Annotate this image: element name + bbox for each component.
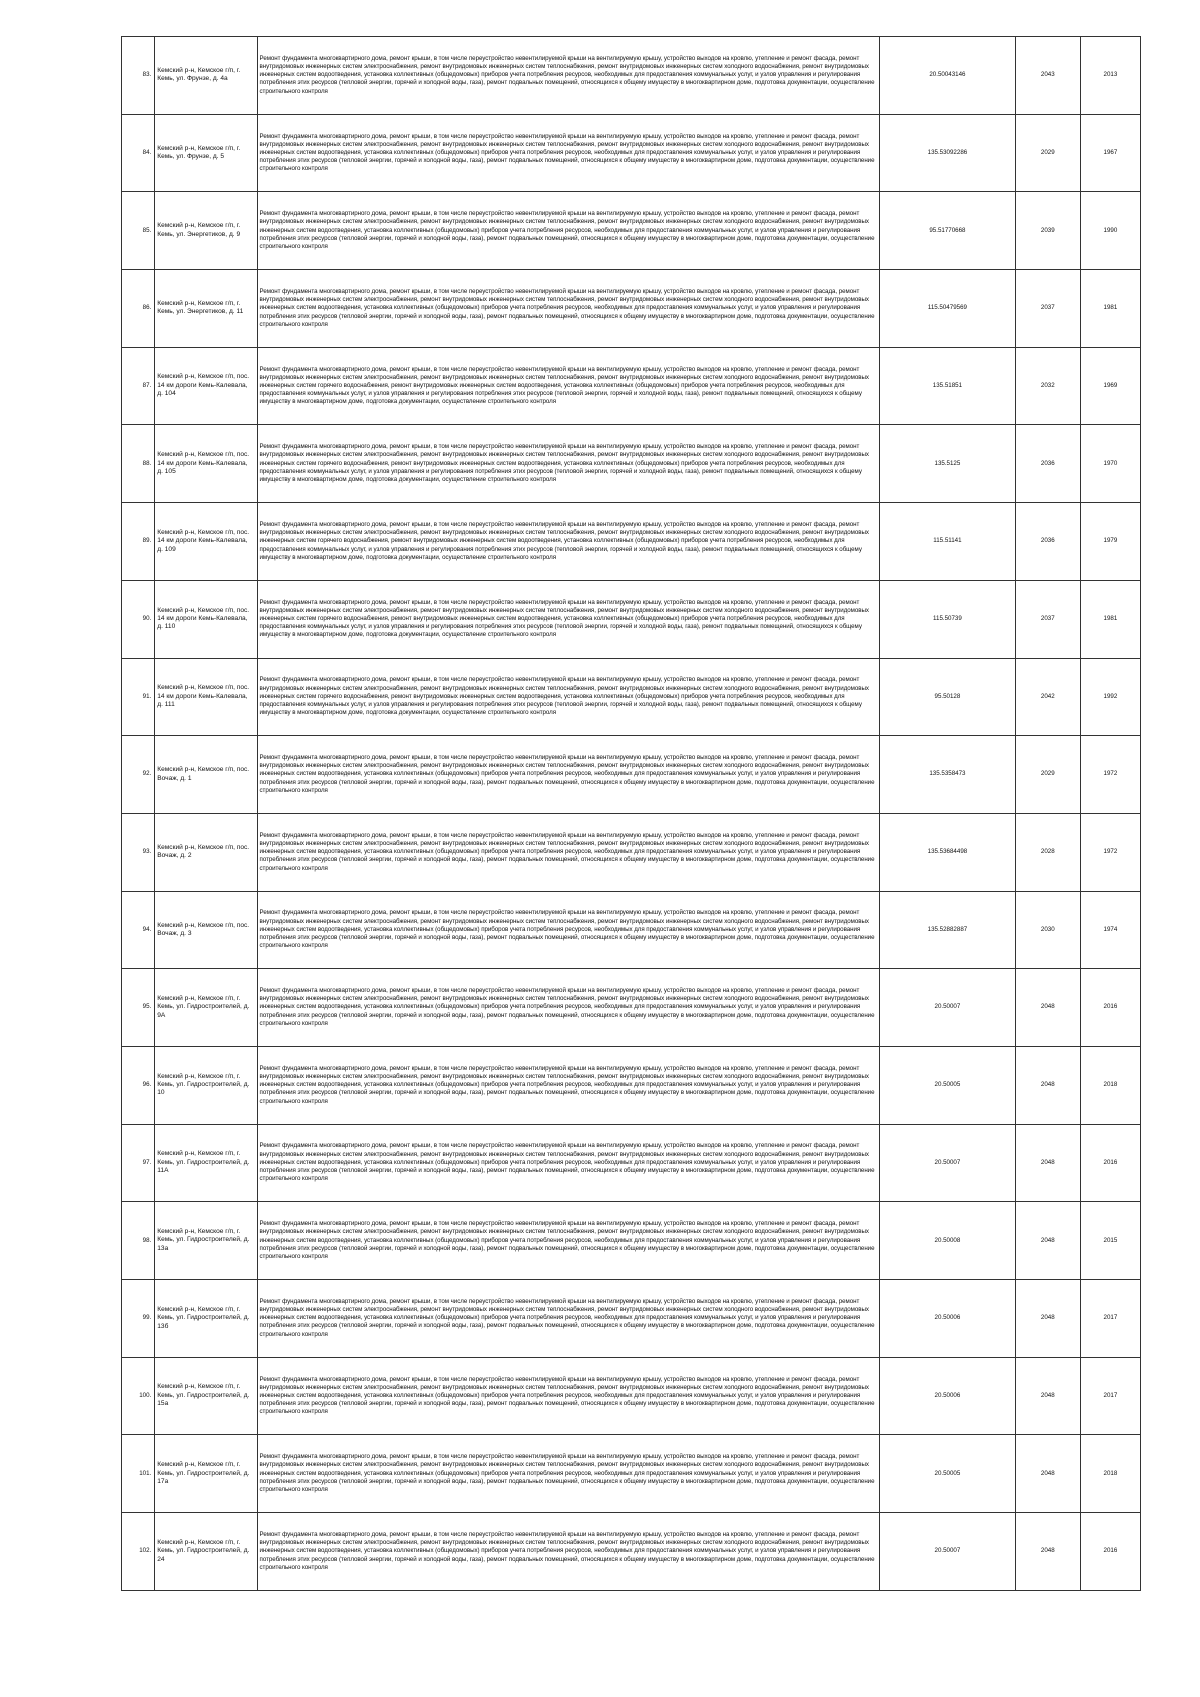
build-year: 2015	[1080, 1202, 1140, 1280]
planned-year: 2048	[1015, 1280, 1080, 1358]
house-address: Кемский р-н, Кемское г/п, г. Кемь, ул. Фрунзе, д. 5	[155, 114, 257, 192]
table-row	[122, 347, 1141, 425]
house-address: Кемский р-н, Кемское г/п, г. Кемь, ул. Гидростроителей, д. 13б	[155, 1280, 257, 1358]
cost-value: 20.50006	[880, 1357, 1016, 1435]
build-year: 2016	[1080, 1513, 1140, 1591]
house-address: Кемский р-н, Кемское г/п, г. Кемь, ул. Гидростроителей, д. 15а	[155, 1357, 257, 1435]
house-address: Кемский р-н, Кемское г/п, г. Кемь, ул. Энергетиков, д. 9	[155, 192, 257, 270]
work-description: Ремонт фундамента многоквартирного дома, ремонт крыши, в том числе переустройство невентилируемой крыши на вентилируемую крышу, устройство выходов на кровлю, утепление и ремонт фасада, ремонт внутридомовых инженерных систем электроснабжения, ремонт внутридомовых инженерных систем теплоснабжения, ремонт внутридомовых инженерных систем холодного водоснабжения, ремонт внутридомовых инженерных систем водоотведения, установка коллективных (общедомовых) приборов учета потребления ресурсов, необходимых для предоставления коммунальных услуг, и узлов управления и регулирования потребления этих ресурсов (тепловой энергии, горячей и холодной воды, газа), ремонт подвальных помещений, относящихся к общему имуществу в многоквартирном доме, подготовка документации, осуществление строительного контроля	[257, 1280, 880, 1358]
work-description: Ремонт фундамента многоквартирного дома, ремонт крыши, в том числе переустройство невентилируемой крыши на вентилируемую крышу, устройство выходов на кровлю, утепление и ремонт фасада, ремонт внутридомовых инженерных систем электроснабжения, ремонт внутридомовых инженерных систем теплоснабжения, ремонт внутридомовых инженерных систем холодного водоснабжения, ремонт внутридомовых инженерных систем водоотведения, установка коллективных (общедомовых) приборов учета потребления ресурсов, необходимых для предоставления коммунальных услуг, и узлов управления и регулирования потребления этих ресурсов (тепловой энергии, горячей и холодной воды, газа), ремонт подвальных помещений, относящихся к общему имуществу в многоквартирном доме, подготовка документации, осуществление строительного контроля	[257, 813, 880, 891]
planned-year: 2043	[1015, 37, 1080, 115]
build-year: 1981	[1080, 270, 1140, 348]
cost-value: 135.53092286	[880, 114, 1016, 192]
cost-value: 135.52882887	[880, 891, 1016, 969]
row-number: 95.	[122, 969, 155, 1047]
table-row	[122, 1280, 1141, 1358]
build-year: 1972	[1080, 813, 1140, 891]
build-year: 2017	[1080, 1280, 1140, 1358]
build-year: 2016	[1080, 1124, 1140, 1202]
work-description: Ремонт фундамента многоквартирного дома, ремонт крыши, в том числе переустройство невентилируемой крыши на вентилируемую крышу, устройство выходов на кровлю, утепление и ремонт фасада, ремонт внутридомовых инженерных систем электроснабжения, ремонт внутридомовых инженерных систем теплоснабжения, ремонт внутридомовых инженерных систем холодного водоснабжения, ремонт внутридомовых инженерных систем водоотведения, установка коллективных (общедомовых) приборов учета потребления ресурсов, необходимых для предоставления коммунальных услуг, и узлов управления и регулирования потребления этих ресурсов (тепловой энергии, горячей и холодной воды, газа), ремонт подвальных помещений, относящихся к общему имуществу в многоквартирном доме, подготовка документации, осуществление строительного контроля	[257, 1435, 880, 1513]
build-year: 1967	[1080, 114, 1140, 192]
build-year: 1969	[1080, 347, 1140, 425]
table-row	[122, 736, 1141, 814]
row-number: 94.	[122, 891, 155, 969]
row-number: 89.	[122, 503, 155, 581]
house-address: Кемский р-н, Кемское г/п, пос. 14 км дороги Кемь-Калевала, д. 104	[155, 347, 257, 425]
build-year: 1970	[1080, 425, 1140, 503]
row-number: 90.	[122, 580, 155, 658]
table-row	[122, 658, 1141, 736]
work-description: Ремонт фундамента многоквартирного дома, ремонт крыши, в том числе переустройство невентилируемой крыши на вентилируемую крышу, устройство выходов на кровлю, утепление и ремонт фасада, ремонт внутридомовых инженерных систем электроснабжения, ремонт внутридомовых инженерных систем теплоснабжения, ремонт внутридомовых инженерных систем холодного водоснабжения, ремонт внутридомовых инженерных систем водоотведения, установка коллективных (общедомовых) приборов учета потребления ресурсов, необходимых для предоставления коммунальных услуг, и узлов управления и регулирования потребления этих ресурсов (тепловой энергии, горячей и холодной воды, газа), ремонт подвальных помещений, относящихся к общему имуществу в многоквартирном доме, подготовка документации, осуществление строительного контроля	[257, 1357, 880, 1435]
planned-year: 2048	[1015, 1513, 1080, 1591]
table-row	[122, 891, 1141, 969]
table-row	[122, 969, 1141, 1047]
table-row	[122, 37, 1141, 115]
build-year: 1981	[1080, 580, 1140, 658]
house-address: Кемский р-н, Кемское г/п, г. Кемь, ул. Энергетиков, д. 11	[155, 270, 257, 348]
planned-year: 2048	[1015, 1124, 1080, 1202]
cost-value: 20.50005	[880, 1435, 1016, 1513]
table-row	[122, 1435, 1141, 1513]
planned-year: 2030	[1015, 891, 1080, 969]
table-body	[122, 37, 1141, 1591]
planned-year: 2039	[1015, 192, 1080, 270]
row-number: 97.	[122, 1124, 155, 1202]
row-number: 96.	[122, 1046, 155, 1124]
work-description: Ремонт фундамента многоквартирного дома, ремонт крыши, в том числе переустройство невентилируемой крыши на вентилируемую крышу, устройство выходов на кровлю, утепление и ремонт фасада, ремонт внутридомовых инженерных систем электроснабжения, ремонт внутридомовых инженерных систем теплоснабжения, ремонт внутридомовых инженерных систем холодного водоснабжения, ремонт внутридомовых инженерных систем водоотведения, установка коллективных (общедомовых) приборов учета потребления ресурсов, необходимых для предоставления коммунальных услуг, и узлов управления и регулирования потребления этих ресурсов (тепловой энергии, горячей и холодной воды, газа), ремонт подвальных помещений, относящихся к общему имуществу в многоквартирном доме, подготовка документации, осуществление строительного контроля	[257, 736, 880, 814]
planned-year: 2048	[1015, 1046, 1080, 1124]
cost-value: 115.50479569	[880, 270, 1016, 348]
planned-year: 2042	[1015, 658, 1080, 736]
planned-year: 2029	[1015, 736, 1080, 814]
row-number: 101.	[122, 1435, 155, 1513]
work-description: Ремонт фундамента многоквартирного дома, ремонт крыши, в том числе переустройство невентилируемой крыши на вентилируемую крышу, устройство выходов на кровлю, утепление и ремонт фасада, ремонт внутридомовых инженерных систем электроснабжения, ремонт внутридомовых инженерных систем теплоснабжения, ремонт внутридомовых инженерных систем холодного водоснабжения, ремонт внутридомовых инженерных систем горячего водоснабжения, ремонт внутридомовых инженерных систем водоотведения, установка коллективных (общедомовых) приборов учета потребления ресурсов, необходимых для предоставления коммунальных услуг, и узлов управления и регулирования потребления этих ресурсов (тепловой энергии, горячей и холодной воды, газа), ремонт подвальных помещений, относящихся к общему имуществу в многоквартирном доме, подготовка документации, осуществление строительного контроля	[257, 347, 880, 425]
row-number: 100.	[122, 1357, 155, 1435]
house-address: Кемский р-н, Кемское г/п, пос. 14 км дороги Кемь-Калевала, д. 105	[155, 425, 257, 503]
table-row	[122, 580, 1141, 658]
house-address: Кемский р-н, Кемское г/п, г. Кемь, ул. Гидростроителей, д. 24	[155, 1513, 257, 1591]
repair-program-table	[121, 36, 1141, 1591]
work-description: Ремонт фундамента многоквартирного дома, ремонт крыши, в том числе переустройство невентилируемой крыши на вентилируемую крышу, устройство выходов на кровлю, утепление и ремонт фасада, ремонт внутридомовых инженерных систем электроснабжения, ремонт внутридомовых инженерных систем теплоснабжения, ремонт внутридомовых инженерных систем холодного водоснабжения, ремонт внутридомовых инженерных систем водоотведения, установка коллективных (общедомовых) приборов учета потребления ресурсов, необходимых для предоставления коммунальных услуг, и узлов управления и регулирования потребления этих ресурсов (тепловой энергии, горячей и холодной воды, газа), ремонт подвальных помещений, относящихся к общему имуществу в многоквартирном доме, подготовка документации, осуществление строительного контроля	[257, 1202, 880, 1280]
row-number: 85.	[122, 192, 155, 270]
table-row	[122, 503, 1141, 581]
house-address: Кемский р-н, Кемское г/п, г. Кемь, ул. Гидростроителей, д. 17а	[155, 1435, 257, 1513]
row-number: 93.	[122, 813, 155, 891]
planned-year: 2029	[1015, 114, 1080, 192]
cost-value: 135.53684498	[880, 813, 1016, 891]
row-number: 84.	[122, 114, 155, 192]
planned-year: 2028	[1015, 813, 1080, 891]
build-year: 1992	[1080, 658, 1140, 736]
house-address: Кемский р-н, Кемское г/п, г. Кемь, ул. Фрунзе, д. 4а	[155, 37, 257, 115]
cost-value: 135.5358473	[880, 736, 1016, 814]
cost-value: 20.50008	[880, 1202, 1016, 1280]
table-row	[122, 1124, 1141, 1202]
planned-year: 2036	[1015, 503, 1080, 581]
planned-year: 2048	[1015, 1202, 1080, 1280]
build-year: 1990	[1080, 192, 1140, 270]
table-row	[122, 425, 1141, 503]
table-row	[122, 114, 1141, 192]
row-number: 87.	[122, 347, 155, 425]
house-address: Кемский р-н, Кемское г/п, пос. 14 км дороги Кемь-Калевала, д. 110	[155, 580, 257, 658]
planned-year: 2037	[1015, 270, 1080, 348]
planned-year: 2048	[1015, 969, 1080, 1047]
house-address: Кемский р-н, Кемское г/п, г. Кемь, ул. Гидростроителей, д. 13а	[155, 1202, 257, 1280]
work-description: Ремонт фундамента многоквартирного дома, ремонт крыши, в том числе переустройство невентилируемой крыши на вентилируемую крышу, устройство выходов на кровлю, утепление и ремонт фасада, ремонт внутридомовых инженерных систем электроснабжения, ремонт внутридомовых инженерных систем теплоснабжения, ремонт внутридомовых инженерных систем холодного водоснабжения, ремонт внутридомовых инженерных систем водоотведения, установка коллективных (общедомовых) приборов учета потребления ресурсов, необходимых для предоставления коммунальных услуг, и узлов управления и регулирования потребления этих ресурсов (тепловой энергии, горячей и холодной воды, газа), ремонт подвальных помещений, относящихся к общему имуществу в многоквартирном доме, подготовка документации, осуществление строительного контроля	[257, 270, 880, 348]
row-number: 99.	[122, 1280, 155, 1358]
work-description: Ремонт фундамента многоквартирного дома, ремонт крыши, в том числе переустройство невентилируемой крыши на вентилируемую крышу, устройство выходов на кровлю, утепление и ремонт фасада, ремонт внутридомовых инженерных систем электроснабжения, ремонт внутридомовых инженерных систем теплоснабжения, ремонт внутридомовых инженерных систем холодного водоснабжения, ремонт внутридомовых инженерных систем горячего водоснабжения, ремонт внутридомовых инженерных систем водоотведения, установка коллективных (общедомовых) приборов учета потребления ресурсов, необходимых для предоставления коммунальных услуг, и узлов управления и регулирования потребления этих ресурсов (тепловой энергии, горячей и холодной воды, газа), ремонт подвальных помещений, относящихся к общему имуществу в многоквартирном доме, подготовка документации, осуществление строительного контроля	[257, 425, 880, 503]
row-number: 92.	[122, 736, 155, 814]
work-description: Ремонт фундамента многоквартирного дома, ремонт крыши, в том числе переустройство невентилируемой крыши на вентилируемую крышу, устройство выходов на кровлю, утепление и ремонт фасада, ремонт внутридомовых инженерных систем электроснабжения, ремонт внутридомовых инженерных систем теплоснабжения, ремонт внутридомовых инженерных систем холодного водоснабжения, ремонт внутридомовых инженерных систем водоотведения, установка коллективных (общедомовых) приборов учета потребления ресурсов, необходимых для предоставления коммунальных услуг, и узлов управления и регулирования потребления этих ресурсов (тепловой энергии, горячей и холодной воды, газа), ремонт подвальных помещений, относящихся к общему имуществу в многоквартирном доме, подготовка документации, осуществление строительного контроля	[257, 969, 880, 1047]
work-description: Ремонт фундамента многоквартирного дома, ремонт крыши, в том числе переустройство невентилируемой крыши на вентилируемую крышу, устройство выходов на кровлю, утепление и ремонт фасада, ремонт внутридомовых инженерных систем электроснабжения, ремонт внутридомовых инженерных систем теплоснабжения, ремонт внутридомовых инженерных систем холодного водоснабжения, ремонт внутридомовых инженерных систем водоотведения, установка коллективных (общедомовых) приборов учета потребления ресурсов, необходимых для предоставления коммунальных услуг, и узлов управления и регулирования потребления этих ресурсов (тепловой энергии, горячей и холодной воды, газа), ремонт подвальных помещений, относящихся к общему имуществу в многоквартирном доме, подготовка документации, осуществление строительного контроля	[257, 1513, 880, 1591]
work-description: Ремонт фундамента многоквартирного дома, ремонт крыши, в том числе переустройство невентилируемой крыши на вентилируемую крышу, устройство выходов на кровлю, утепление и ремонт фасада, ремонт внутридомовых инженерных систем электроснабжения, ремонт внутридомовых инженерных систем теплоснабжения, ремонт внутридомовых инженерных систем холодного водоснабжения, ремонт внутридомовых инженерных систем горячего водоснабжения, ремонт внутридомовых инженерных систем водоотведения, установка коллективных (общедомовых) приборов учета потребления ресурсов, необходимых для предоставления коммунальных услуг, и узлов управления и регулирования потребления этих ресурсов (тепловой энергии, горячей и холодной воды, газа), ремонт подвальных помещений, относящихся к общему имуществу в многоквартирном доме, подготовка документации, осуществление строительного контроля	[257, 580, 880, 658]
house-address: Кемский р-н, Кемское г/п, пос. Вочаж, д. 2	[155, 813, 257, 891]
cost-value: 20.50005	[880, 1046, 1016, 1124]
work-description: Ремонт фундамента многоквартирного дома, ремонт крыши, в том числе переустройство невентилируемой крыши на вентилируемую крышу, устройство выходов на кровлю, утепление и ремонт фасада, ремонт внутридомовых инженерных систем электроснабжения, ремонт внутридомовых инженерных систем теплоснабжения, ремонт внутридомовых инженерных систем холодного водоснабжения, ремонт внутридомовых инженерных систем горячего водоснабжения, ремонт внутридомовых инженерных систем водоотведения, установка коллективных (общедомовых) приборов учета потребления ресурсов, необходимых для предоставления коммунальных услуг, и узлов управления и регулирования потребления этих ресурсов (тепловой энергии, горячей и холодной воды, газа), ремонт подвальных помещений, относящихся к общему имуществу в многоквартирном доме, подготовка документации, осуществление строительного контроля	[257, 503, 880, 581]
cost-value: 95.51770668	[880, 192, 1016, 270]
cost-value: 135.51851	[880, 347, 1016, 425]
planned-year: 2032	[1015, 347, 1080, 425]
build-year: 2013	[1080, 37, 1140, 115]
cost-value: 95.50128	[880, 658, 1016, 736]
build-year: 1974	[1080, 891, 1140, 969]
work-description: Ремонт фундамента многоквартирного дома, ремонт крыши, в том числе переустройство невентилируемой крыши на вентилируемую крышу, устройство выходов на кровлю, утепление и ремонт фасада, ремонт внутридомовых инженерных систем электроснабжения, ремонт внутридомовых инженерных систем теплоснабжения, ремонт внутридомовых инженерных систем холодного водоснабжения, ремонт внутридомовых инженерных систем водоотведения, установка коллективных (общедомовых) приборов учета потребления ресурсов, необходимых для предоставления коммунальных услуг, и узлов управления и регулирования потребления этих ресурсов (тепловой энергии, горячей и холодной воды, газа), ремонт подвальных помещений, относящихся к общему имуществу в многоквартирном доме, подготовка документации, осуществление строительного контроля	[257, 1124, 880, 1202]
work-description: Ремонт фундамента многоквартирного дома, ремонт крыши, в том числе переустройство невентилируемой крыши на вентилируемую крышу, устройство выходов на кровлю, утепление и ремонт фасада, ремонт внутридомовых инженерных систем электроснабжения, ремонт внутридомовых инженерных систем теплоснабжения, ремонт внутридомовых инженерных систем холодного водоснабжения, ремонт внутридомовых инженерных систем водоотведения, установка коллективных (общедомовых) приборов учета потребления ресурсов, необходимых для предоставления коммунальных услуг, и узлов управления и регулирования потребления этих ресурсов (тепловой энергии, горячей и холодной воды, газа), ремонт подвальных помещений, относящихся к общему имуществу в многоквартирном доме, подготовка документации, осуществление строительного контроля	[257, 891, 880, 969]
build-year: 2018	[1080, 1435, 1140, 1513]
row-number: 91.	[122, 658, 155, 736]
build-year: 1979	[1080, 503, 1140, 581]
cost-value: 20.50043146	[880, 37, 1016, 115]
house-address: Кемский р-н, Кемское г/п, г. Кемь, ул. Гидростроителей, д. 9А	[155, 969, 257, 1047]
build-year: 2018	[1080, 1046, 1140, 1124]
house-address: Кемский р-н, Кемское г/п, пос. Вочаж, д. 3	[155, 891, 257, 969]
work-description: Ремонт фундамента многоквартирного дома, ремонт крыши, в том числе переустройство невентилируемой крыши на вентилируемую крышу, устройство выходов на кровлю, утепление и ремонт фасада, ремонт внутридомовых инженерных систем электроснабжения, ремонт внутридомовых инженерных систем теплоснабжения, ремонт внутридомовых инженерных систем холодного водоснабжения, ремонт внутридомовых инженерных систем водоотведения, установка коллективных (общедомовых) приборов учета потребления ресурсов, необходимых для предоставления коммунальных услуг, и узлов управления и регулирования потребления этих ресурсов (тепловой энергии, горячей и холодной воды, газа), ремонт подвальных помещений, относящихся к общему имуществу в многоквартирном доме, подготовка документации, осуществление строительного контроля	[257, 192, 880, 270]
cost-value: 20.50007	[880, 1513, 1016, 1591]
build-year: 1972	[1080, 736, 1140, 814]
row-number: 86.	[122, 270, 155, 348]
cost-value: 115.51141	[880, 503, 1016, 581]
row-number: 83.	[122, 37, 155, 115]
house-address: Кемский р-н, Кемское г/п, г. Кемь, ул. Гидростроителей, д. 11А	[155, 1124, 257, 1202]
cost-value: 135.5125	[880, 425, 1016, 503]
row-number: 88.	[122, 425, 155, 503]
table-row	[122, 1202, 1141, 1280]
build-year: 2017	[1080, 1357, 1140, 1435]
planned-year: 2048	[1015, 1435, 1080, 1513]
house-address: Кемский р-н, Кемское г/п, пос. 14 км дороги Кемь-Калевала, д. 111	[155, 658, 257, 736]
build-year: 2016	[1080, 969, 1140, 1047]
table-row	[122, 813, 1141, 891]
cost-value: 20.50007	[880, 969, 1016, 1047]
table-row	[122, 1513, 1141, 1591]
table-row	[122, 192, 1141, 270]
row-number: 98.	[122, 1202, 155, 1280]
work-description: Ремонт фундамента многоквартирного дома, ремонт крыши, в том числе переустройство невентилируемой крыши на вентилируемую крышу, устройство выходов на кровлю, утепление и ремонт фасада, ремонт внутридомовых инженерных систем электроснабжения, ремонт внутридомовых инженерных систем теплоснабжения, ремонт внутридомовых инженерных систем холодного водоснабжения, ремонт внутридомовых инженерных систем горячего водоснабжения, ремонт внутридомовых инженерных систем водоотведения, установка коллективных (общедомовых) приборов учета потребления ресурсов, необходимых для предоставления коммунальных услуг, и узлов управления и регулирования потребления этих ресурсов (тепловой энергии, горячей и холодной воды, газа), ремонт подвальных помещений, относящихся к общему имуществу в многоквартирном доме, подготовка документации, осуществление строительного контроля	[257, 658, 880, 736]
table-row	[122, 1046, 1141, 1124]
table-row	[122, 270, 1141, 348]
work-description: Ремонт фундамента многоквартирного дома, ремонт крыши, в том числе переустройство невентилируемой крыши на вентилируемую крышу, устройство выходов на кровлю, утепление и ремонт фасада, ремонт внутридомовых инженерных систем электроснабжения, ремонт внутридомовых инженерных систем теплоснабжения, ремонт внутридомовых инженерных систем холодного водоснабжения, ремонт внутридомовых инженерных систем водоотведения, установка коллективных (общедомовых) приборов учета потребления ресурсов, необходимых для предоставления коммунальных услуг, и узлов управления и регулирования потребления этих ресурсов (тепловой энергии, горячей и холодной воды, газа), ремонт подвальных помещений, относящихся к общему имуществу в многоквартирном доме, подготовка документации, осуществление строительного контроля	[257, 114, 880, 192]
cost-value: 20.50007	[880, 1124, 1016, 1202]
cost-value: 20.50006	[880, 1280, 1016, 1358]
planned-year: 2036	[1015, 425, 1080, 503]
work-description: Ремонт фундамента многоквартирного дома, ремонт крыши, в том числе переустройство невентилируемой крыши на вентилируемую крышу, устройство выходов на кровлю, утепление и ремонт фасада, ремонт внутридомовых инженерных систем электроснабжения, ремонт внутридомовых инженерных систем теплоснабжения, ремонт внутридомовых инженерных систем холодного водоснабжения, ремонт внутридомовых инженерных систем водоотведения, установка коллективных (общедомовых) приборов учета потребления ресурсов, необходимых для предоставления коммунальных услуг, и узлов управления и регулирования потребления этих ресурсов (тепловой энергии, горячей и холодной воды, газа), ремонт подвальных помещений, относящихся к общему имуществу в многоквартирном доме, подготовка документации, осуществление строительного контроля	[257, 1046, 880, 1124]
work-description: Ремонт фундамента многоквартирного дома, ремонт крыши, в том числе переустройство невентилируемой крыши на вентилируемую крышу, устройство выходов на кровлю, утепление и ремонт фасада, ремонт внутридомовых инженерных систем электроснабжения, ремонт внутридомовых инженерных систем теплоснабжения, ремонт внутридомовых инженерных систем холодного водоснабжения, ремонт внутридомовых инженерных систем водоотведения, установка коллективных (общедомовых) приборов учета потребления ресурсов, необходимых для предоставления коммунальных услуг, и узлов управления и регулирования потребления этих ресурсов (тепловой энергии, горячей и холодной воды, газа), ремонт подвальных помещений, относящихся к общему имуществу в многоквартирном доме, подготовка документации, осуществление строительного контроля	[257, 37, 880, 115]
cost-value: 115.50739	[880, 580, 1016, 658]
table-row	[122, 1357, 1141, 1435]
planned-year: 2048	[1015, 1357, 1080, 1435]
house-address: Кемский р-н, Кемское г/п, пос. 14 км дороги Кемь-Калевала, д. 109	[155, 503, 257, 581]
house-address: Кемский р-н, Кемское г/п, г. Кемь, ул. Гидростроителей, д. 10	[155, 1046, 257, 1124]
planned-year: 2037	[1015, 580, 1080, 658]
row-number: 102.	[122, 1513, 155, 1591]
house-address: Кемский р-н, Кемское г/п, пос. Вочаж, д. 1	[155, 736, 257, 814]
